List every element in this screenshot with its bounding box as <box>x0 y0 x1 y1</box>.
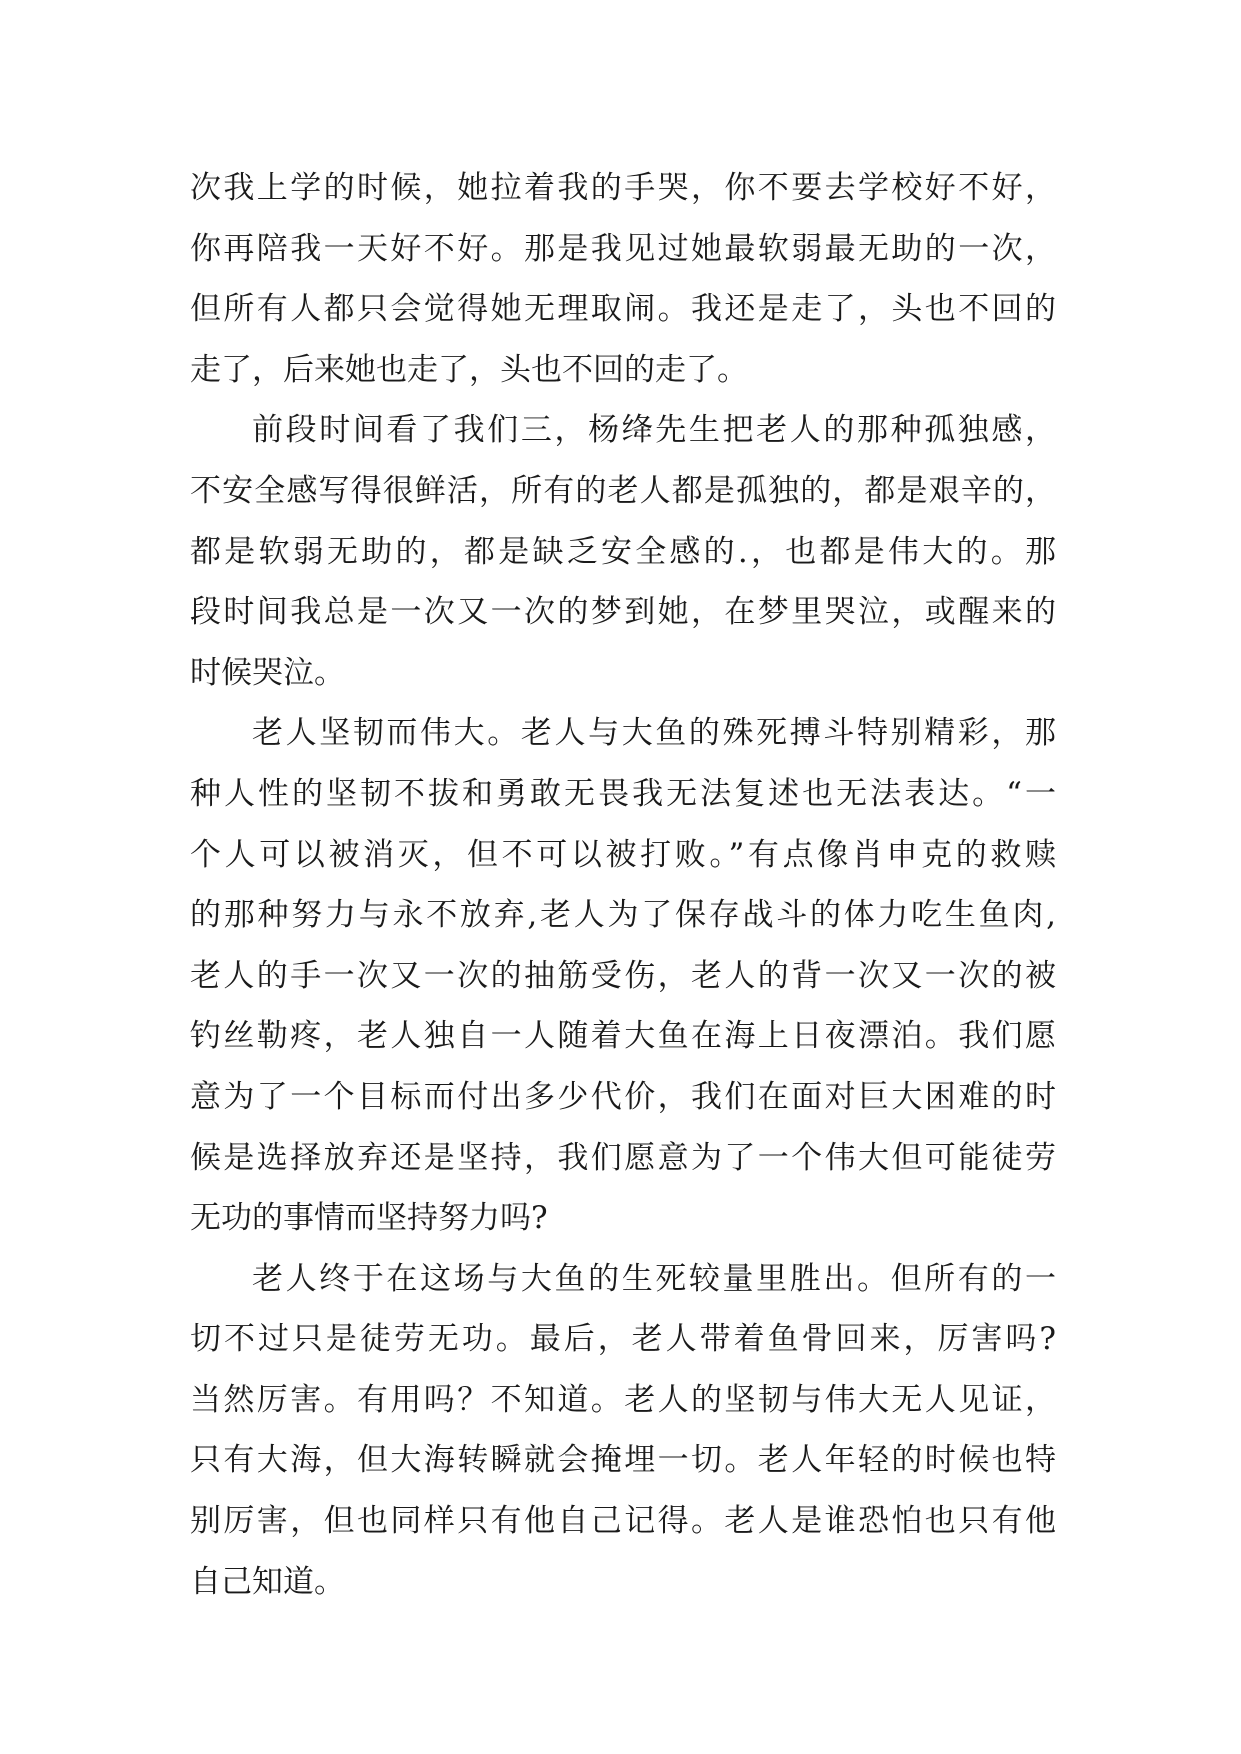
text-line: 无功的事情而坚持努力吗? <box>190 1200 548 1237</box>
paragraph-2 <box>190 400 1056 703</box>
text-line: 个人可以被消灭，但不可以被打败。”有点像肖申克的救赎 <box>190 836 1056 873</box>
text-line: 种人性的坚韧不拔和勇敢无畏我无法复述也无法表达。“一 <box>190 775 1056 812</box>
text-line: 前段时间看了我们三，杨绛先生把老人的那种孤独感， <box>252 412 1056 449</box>
text-line: 次我上学的时候，她拉着我的手哭，你不要去学校好不好， <box>190 170 1056 206</box>
text-line: 段时间我总是一次又一次的梦到她，在梦里哭泣，或醒来的 <box>190 594 1056 631</box>
text-line: 但所有人都只会觉得她无理取闹。我还是走了，头也不回的 <box>190 291 1056 328</box>
text-line: 意为了一个目标而付出多少代价，我们在面对巨大困难的时 <box>190 1078 1056 1115</box>
body-text <box>190 158 1056 1612</box>
text-line: 老人坚韧而伟大。老人与大鱼的殊死搏斗特别精彩，那 <box>252 715 1056 752</box>
text-line: 不安全感写得很鲜活，所有的老人都是孤独的，都是艰辛的， <box>190 472 1056 509</box>
text-line: 候是选择放弃还是坚持，我们愿意为了一个伟大但可能徒劳 <box>190 1139 1056 1176</box>
text-line: 老人终于在这场与大鱼的生死较量里胜出。但所有的一 <box>252 1260 1056 1297</box>
paragraph-3 <box>190 703 1056 1248</box>
text-line: 时候哭泣。 <box>190 654 345 691</box>
text-line: 的那种努力与永不放弃,老人为了保存战斗的体力吃生鱼肉, <box>190 897 1056 934</box>
text-line: 你再陪我一天好不好。那是我见过她最软弱最无助的一次， <box>190 230 1056 267</box>
text-line: 只有大海，但大海转瞬就会掩埋一切。老人年轻的时候也特 <box>190 1442 1056 1479</box>
text-line: 自己知道。 <box>190 1563 345 1600</box>
text-line: 当然厉害。有用吗？不知道。老人的坚韧与伟大无人见证， <box>190 1381 1056 1418</box>
text-line: 钓丝勒疼，老人独自一人随着大鱼在海上日夜漂泊。我们愿 <box>190 1018 1056 1055</box>
paragraph-1 <box>190 158 1056 400</box>
text-line: 切不过只是徒劳无功。最后，老人带着鱼骨回来，厉害吗? <box>190 1321 1056 1358</box>
text-line: 别厉害，但也同样只有他自己记得。老人是谁恐怕也只有他 <box>190 1503 1056 1540</box>
text-line: 老人的手一次又一次的抽筋受伤，老人的背一次又一次的被 <box>190 957 1056 994</box>
text-line: 都是软弱无助的，都是缺乏安全感的.，也都是伟大的。那 <box>190 533 1056 570</box>
paragraph-4 <box>190 1249 1056 1613</box>
text-line: 走了，后来她也走了，头也不回的走了。 <box>190 351 748 388</box>
